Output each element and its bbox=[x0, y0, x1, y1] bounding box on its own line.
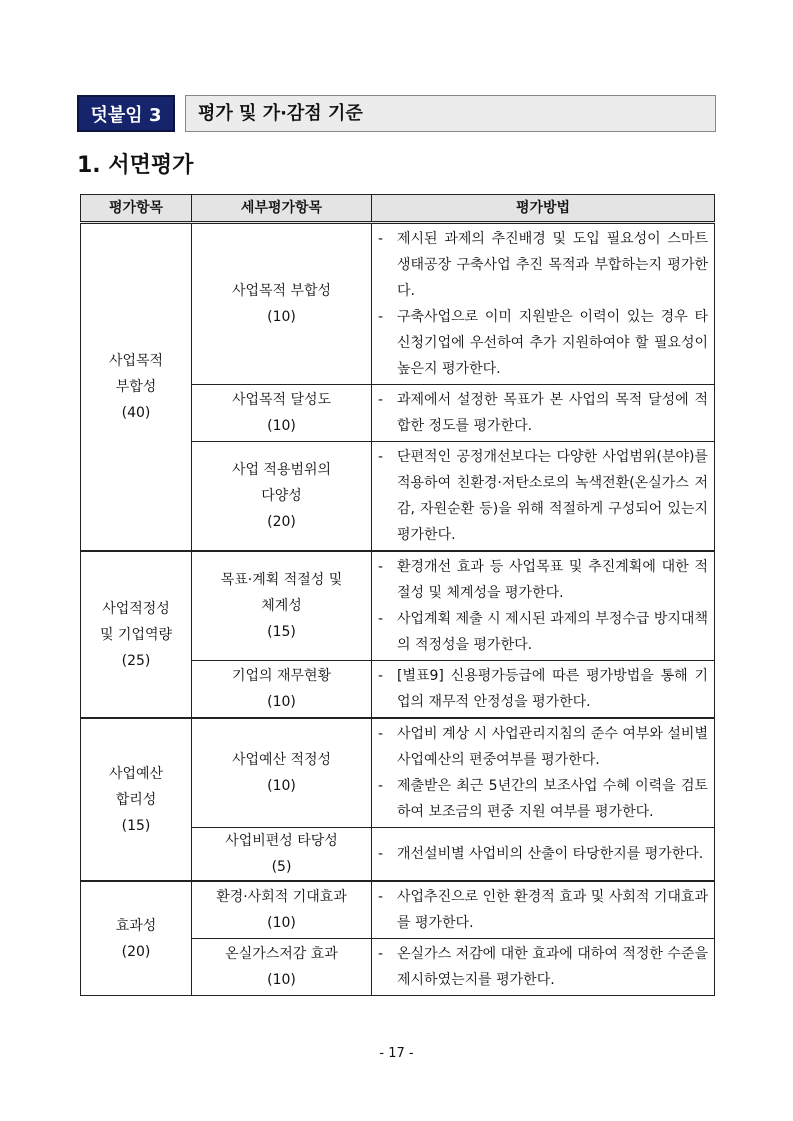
table-row bbox=[81, 223, 715, 385]
method-cell bbox=[372, 939, 715, 996]
sub-item-cell bbox=[192, 442, 372, 552]
appendix-header bbox=[77, 95, 717, 132]
category-name: 효과성 bbox=[115, 917, 157, 934]
method-item: - [별표9] 신용평가등급에 따른 평가방법을 통해 기업의 재무적 안정성을 평가한다. bbox=[378, 663, 708, 715]
method-cell bbox=[372, 661, 715, 719]
category-name: 사업예산 bbox=[108, 765, 164, 782]
method-cell bbox=[372, 442, 715, 552]
header-method: 평가방법 bbox=[372, 195, 715, 223]
category-cell bbox=[81, 223, 192, 552]
category-points: (15) bbox=[121, 817, 151, 834]
category-cell bbox=[81, 881, 192, 996]
method-item: - 환경개선 효과 등 사업목표 및 추진계획에 대한 적절성 및 체계성을 평가한다. bbox=[378, 554, 708, 606]
method-item: - 사업비 계상 시 사업관리지침의 준수 여부와 설비별 사업예산의 편중여부를 평가한다. bbox=[378, 721, 708, 773]
sub-item-cell bbox=[192, 223, 372, 385]
sub-item-name: 환경·사회적 기대효과 bbox=[216, 889, 347, 905]
method-item: - 사업추진으로 인한 환경적 효과 및 사회적 기대효과를 평가한다. bbox=[378, 884, 708, 936]
table-header-row bbox=[81, 195, 715, 223]
method-item: - 개선설비별 사업비의 산출이 타당한지를 평가한다. bbox=[378, 841, 708, 867]
sub-item-name: 사업목적 달성도 bbox=[231, 392, 332, 408]
method-cell bbox=[372, 881, 715, 939]
table-row bbox=[81, 718, 715, 828]
category-points: (20) bbox=[121, 943, 151, 960]
sub-item-cell bbox=[192, 385, 372, 442]
appendix-title: 평가 및 가·감점 기준 bbox=[185, 95, 716, 132]
sub-item-points: (20) bbox=[267, 514, 296, 530]
category-cell bbox=[81, 551, 192, 718]
sub-item-name: 사업목적 부합성 bbox=[231, 283, 332, 299]
table-row bbox=[81, 551, 715, 661]
sub-item-points: (10) bbox=[267, 309, 296, 325]
category-name: 사업적정성 bbox=[102, 600, 170, 617]
sub-item-name: 사업 적용범위의 bbox=[231, 462, 332, 478]
sub-item-name: 온실가스저감 효과 bbox=[225, 946, 338, 962]
category-cell bbox=[81, 718, 192, 881]
method-cell bbox=[372, 551, 715, 661]
category-name: 및 기업역량 bbox=[99, 626, 173, 643]
sub-item-name: 다양성 bbox=[261, 488, 302, 504]
sub-item-points: (15) bbox=[267, 624, 296, 640]
sub-item-cell bbox=[192, 661, 372, 719]
sub-item-name: 체계성 bbox=[261, 598, 302, 614]
category-name: 부합성 bbox=[115, 379, 157, 395]
method-item: - 제시된 과제의 추진배경 및 도입 필요성이 스마트 생태공장 구축사업 추진 목적과 부합하는지 평가한다. bbox=[378, 226, 708, 304]
header-sub-item: 세부평가항목 bbox=[192, 195, 372, 223]
category-points: (25) bbox=[121, 652, 151, 669]
sub-item-points: (10) bbox=[267, 778, 296, 794]
sub-item-cell bbox=[192, 881, 372, 939]
sub-item-name: 기업의 재무현황 bbox=[231, 668, 332, 684]
method-item: - 사업계획 제출 시 제시된 과제의 부정수급 방지대책의 적정성을 평가한다. bbox=[378, 606, 708, 658]
evaluation-table bbox=[80, 194, 715, 996]
appendix-badge: 덧붙임 3 bbox=[77, 95, 175, 132]
sub-item-points: (10) bbox=[267, 418, 296, 434]
sub-item-cell bbox=[192, 939, 372, 996]
method-item: - 구축사업으로 이미 지원받은 이력이 있는 경우 타 신청기업에 우선하여 추가 지원하여야 할 필요성이 높은지 평가한다. bbox=[378, 304, 708, 382]
category-points: (40) bbox=[121, 405, 151, 421]
method-cell bbox=[372, 223, 715, 385]
table-row bbox=[81, 881, 715, 939]
page-number: - 17 - bbox=[379, 1046, 414, 1061]
category-name: 사업목적 bbox=[108, 353, 164, 369]
category-name: 합리성 bbox=[115, 791, 157, 808]
method-item: - 제출받은 최근 5년간의 보조사업 수혜 이력을 검토하여 보조금의 편중 지원 여부를 평가한다. bbox=[378, 773, 708, 825]
method-cell bbox=[372, 828, 715, 882]
method-item: - 단편적인 공정개선보다는 다양한 사업범위(분야)를 적용하여 친환경·저탄소로의 녹색전환(온실가스 저감, 자원순환 등)을 위해 적절하게 구성되어 있는지 평가한다. bbox=[378, 444, 708, 548]
sub-item-cell bbox=[192, 828, 372, 882]
sub-item-points: (10) bbox=[267, 972, 296, 988]
sub-item-points: (5) bbox=[271, 859, 292, 875]
method-item: - 온실가스 저감에 대한 효과에 대하여 적정한 수준을 제시하였는지를 평가한다. bbox=[378, 941, 708, 993]
section-title: 1. 서면평가 bbox=[77, 153, 194, 178]
sub-item-points: (10) bbox=[267, 694, 296, 710]
sub-item-cell bbox=[192, 551, 372, 661]
method-cell bbox=[372, 385, 715, 442]
sub-item-name: 목표·계획 적절성 및 bbox=[220, 572, 343, 588]
sub-item-cell bbox=[192, 718, 372, 828]
method-cell bbox=[372, 718, 715, 828]
sub-item-name: 사업예산 적정성 bbox=[231, 752, 332, 768]
header-category: 평가항목 bbox=[81, 195, 192, 223]
method-item: - 과제에서 설정한 목표가 본 사업의 목적 달성에 적합한 정도를 평가한다. bbox=[378, 387, 708, 439]
sub-item-points: (10) bbox=[267, 915, 296, 931]
sub-item-name: 사업비편성 타당성 bbox=[225, 833, 338, 849]
